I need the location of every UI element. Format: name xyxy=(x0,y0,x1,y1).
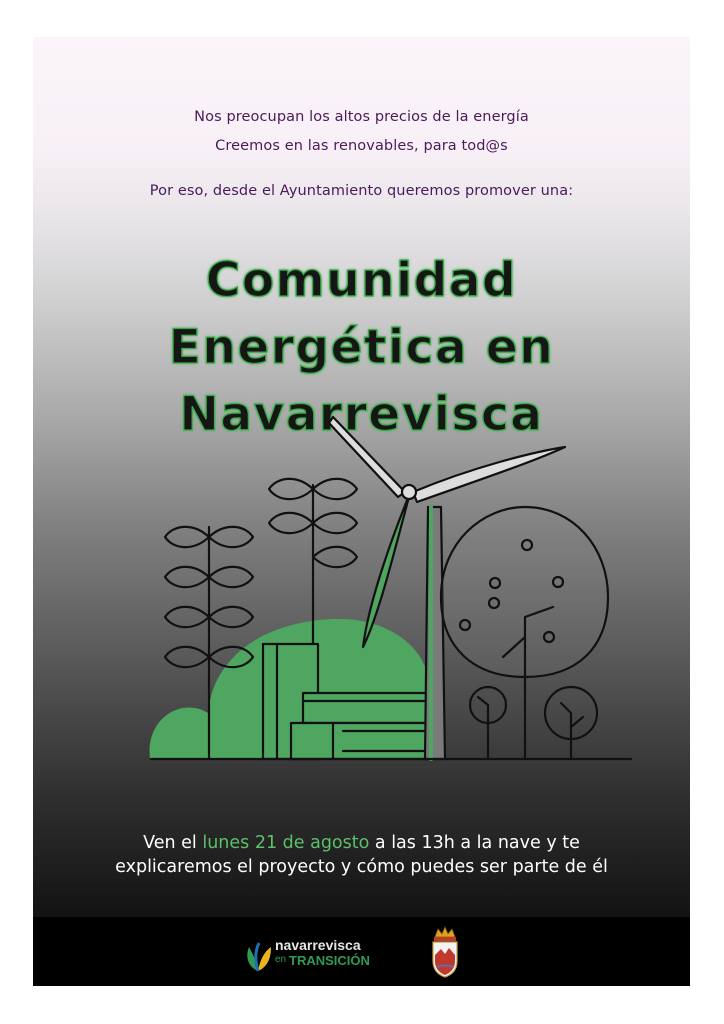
invitation-before: Ven el xyxy=(143,833,203,853)
intro-line-3: Por eso, desde el Ayuntamiento queremos promover una: xyxy=(149,183,574,199)
tree-icon xyxy=(441,507,608,759)
intro-line-1: Nos preocupan los altos precios de la energía xyxy=(194,109,529,125)
logo-text-top: navarrevisca xyxy=(275,937,361,953)
invitation-after: a las 13h a la nave y te xyxy=(369,833,580,853)
title-line-1: Comunidad xyxy=(205,253,518,308)
sprout-logo-icon xyxy=(243,937,273,973)
title-line-3: Navarrevisca xyxy=(179,387,544,442)
title-line-2: Energética en xyxy=(168,320,555,375)
logo-text-bottom: TRANSICIÓN xyxy=(289,953,370,968)
invitation-line-1 xyxy=(33,833,690,853)
energy-illustration xyxy=(33,37,690,817)
invitation-line-2: explicaremos el proyecto y cómo puedes ser parte de él xyxy=(115,857,608,877)
footer xyxy=(33,917,690,986)
invitation-date: lunes 21 de agosto xyxy=(202,833,370,853)
poster xyxy=(33,37,690,986)
logo-text-en: en xyxy=(275,954,287,965)
coat-of-arms-icon xyxy=(429,925,461,979)
intro-line-2: Creemos en las renovables, para tod@s xyxy=(215,138,508,154)
